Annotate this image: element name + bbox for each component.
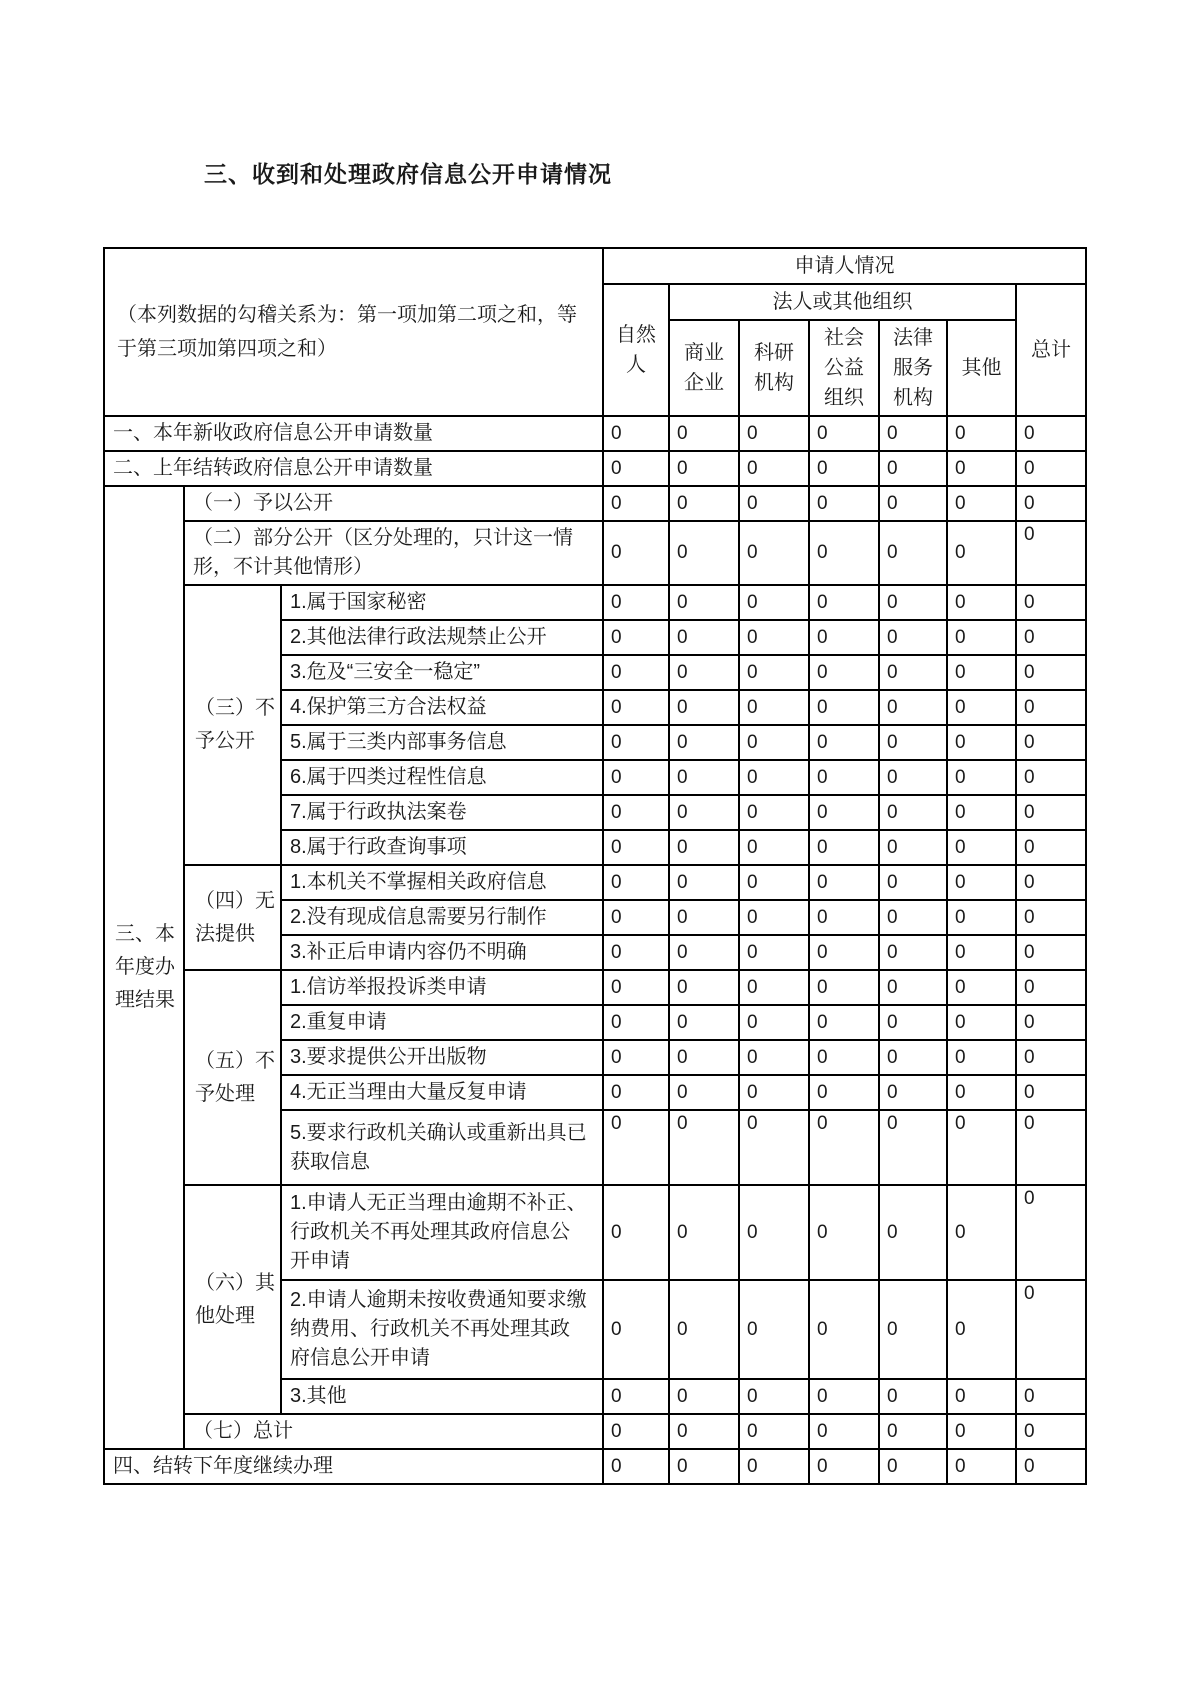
value-cell: 0 <box>739 690 809 725</box>
value-cell: 0 <box>947 486 1016 521</box>
value-cell: 0 <box>879 935 947 970</box>
row-label: 二、上年结转政府信息公开申请数量 <box>104 451 603 486</box>
value-cell: 0 <box>603 486 669 521</box>
value-cell: 0 <box>947 585 1016 620</box>
value-cell: 0 <box>809 935 879 970</box>
header-org-type-commercial: 商业企业 <box>669 320 739 416</box>
row-label: 2.没有现成信息需要另行制作 <box>281 900 603 935</box>
section-title: 三、收到和处理政府信息公开申请情况 <box>204 161 612 187</box>
value-cell: 0 <box>669 690 739 725</box>
value-cell: 0 <box>1016 620 1086 655</box>
value-cell: 0 <box>603 1110 669 1185</box>
value-cell: 0 <box>1016 970 1086 1005</box>
value-cell: 0 <box>669 1040 739 1075</box>
value-cell: 0 <box>669 1280 739 1379</box>
value-cell: 0 <box>809 900 879 935</box>
value-cell: 0 <box>879 585 947 620</box>
value-cell: 0 <box>739 1005 809 1040</box>
value-cell: 0 <box>1016 1280 1086 1379</box>
value-cell: 0 <box>739 1379 809 1414</box>
value-cell: 0 <box>947 1414 1016 1449</box>
value-cell: 0 <box>669 620 739 655</box>
value-cell: 0 <box>739 451 809 486</box>
row-label: 2.其他法律行政法规禁止公开 <box>281 620 603 655</box>
value-cell: 0 <box>809 1414 879 1449</box>
value-cell: 0 <box>879 900 947 935</box>
value-cell: 0 <box>947 970 1016 1005</box>
value-cell: 0 <box>603 451 669 486</box>
value-cell: 0 <box>1016 830 1086 865</box>
value-cell: 0 <box>603 585 669 620</box>
row-label: 2.申请人逾期未按收费通知要求缴纳费用、行政机关不再处理其政府信息公开申请 <box>281 1280 603 1379</box>
value-cell: 0 <box>669 521 739 585</box>
value-cell: 0 <box>669 416 739 451</box>
value-cell: 0 <box>1016 935 1086 970</box>
value-cell: 0 <box>879 416 947 451</box>
group-label-other-handling: （六）其他处理 <box>184 1185 281 1414</box>
value-cell: 0 <box>739 795 809 830</box>
value-cell: 0 <box>947 1280 1016 1379</box>
value-cell: 0 <box>603 521 669 585</box>
value-cell: 0 <box>809 1110 879 1185</box>
value-cell: 0 <box>947 416 1016 451</box>
value-cell: 0 <box>739 725 809 760</box>
row-label: 6.属于四类过程性信息 <box>281 760 603 795</box>
value-cell: 0 <box>603 970 669 1005</box>
row-label: 2.重复申请 <box>281 1005 603 1040</box>
value-cell: 0 <box>669 1110 739 1185</box>
value-cell: 0 <box>1016 1414 1086 1449</box>
value-cell: 0 <box>879 795 947 830</box>
value-cell: 0 <box>739 1414 809 1449</box>
value-cell: 0 <box>739 416 809 451</box>
row-label: 3.要求提供公开出版物 <box>281 1040 603 1075</box>
value-cell: 0 <box>809 865 879 900</box>
value-cell: 0 <box>879 1449 947 1484</box>
value-cell: 0 <box>809 521 879 585</box>
value-cell: 0 <box>947 620 1016 655</box>
value-cell: 0 <box>739 865 809 900</box>
group-label-not-processed: （五）不予处理 <box>184 970 281 1185</box>
value-cell: 0 <box>1016 486 1086 521</box>
value-cell: 0 <box>947 760 1016 795</box>
application-stats-table <box>103 247 1087 1485</box>
value-cell: 0 <box>669 1449 739 1484</box>
value-cell: 0 <box>739 760 809 795</box>
row-label: （一）予以公开 <box>184 486 603 521</box>
row-label: 四、结转下年度继续办理 <box>104 1449 603 1484</box>
header-legal-or-other-org: 法人或其他组织 <box>669 284 1016 320</box>
value-cell: 0 <box>603 725 669 760</box>
value-cell: 0 <box>879 620 947 655</box>
value-cell: 0 <box>669 486 739 521</box>
value-cell: 0 <box>669 1185 739 1280</box>
value-cell: 0 <box>809 1075 879 1110</box>
row-label: 3.危及“三安全一稳定” <box>281 655 603 690</box>
value-cell: 0 <box>669 795 739 830</box>
value-cell: 0 <box>669 585 739 620</box>
value-cell: 0 <box>739 1280 809 1379</box>
value-cell: 0 <box>603 690 669 725</box>
value-cell: 0 <box>739 585 809 620</box>
section3-label: 三、本年度办理结果 <box>104 486 184 1449</box>
value-cell: 0 <box>947 1005 1016 1040</box>
value-cell: 0 <box>879 1005 947 1040</box>
value-cell: 0 <box>809 1040 879 1075</box>
value-cell: 0 <box>669 830 739 865</box>
value-cell: 0 <box>879 1110 947 1185</box>
value-cell: 0 <box>879 1075 947 1110</box>
value-cell: 0 <box>669 725 739 760</box>
value-cell: 0 <box>739 1449 809 1484</box>
value-cell: 0 <box>603 1075 669 1110</box>
value-cell: 0 <box>809 690 879 725</box>
value-cell: 0 <box>739 521 809 585</box>
value-cell: 0 <box>603 655 669 690</box>
value-cell: 0 <box>809 620 879 655</box>
row-label: 1.申请人无正当理由逾期不补正、行政机关不再处理其政府信息公开申请 <box>281 1185 603 1280</box>
value-cell: 0 <box>879 970 947 1005</box>
row-label: 1.本机关不掌握相关政府信息 <box>281 865 603 900</box>
value-cell: 0 <box>1016 865 1086 900</box>
value-cell: 0 <box>809 1449 879 1484</box>
value-cell: 0 <box>947 451 1016 486</box>
value-cell: 0 <box>603 1280 669 1379</box>
value-cell: 0 <box>739 486 809 521</box>
value-cell: 0 <box>947 935 1016 970</box>
value-cell: 0 <box>947 865 1016 900</box>
value-cell: 0 <box>739 970 809 1005</box>
header-total: 总计 <box>1016 284 1086 416</box>
row-label: 5.要求行政机关确认或重新出具已获取信息 <box>281 1110 603 1185</box>
value-cell: 0 <box>809 416 879 451</box>
value-cell: 0 <box>947 655 1016 690</box>
value-cell: 0 <box>1016 655 1086 690</box>
row-label: （二）部分公开（区分处理的，只计这一情形，不计其他情形） <box>184 521 603 585</box>
value-cell: 0 <box>809 970 879 1005</box>
note-cell: （本列数据的勾稽关系为：第一项加第二项之和，等于第三项加第四项之和） <box>104 248 603 416</box>
value-cell: 0 <box>1016 1110 1086 1185</box>
value-cell: 0 <box>809 486 879 521</box>
value-cell: 0 <box>739 1110 809 1185</box>
value-cell: 0 <box>603 416 669 451</box>
header-org-type-legal-service: 法律服务机构 <box>879 320 947 416</box>
value-cell: 0 <box>739 830 809 865</box>
value-cell: 0 <box>1016 900 1086 935</box>
value-cell: 0 <box>879 865 947 900</box>
value-cell: 0 <box>1016 1379 1086 1414</box>
value-cell: 0 <box>947 1110 1016 1185</box>
value-cell: 0 <box>603 900 669 935</box>
value-cell: 0 <box>809 1185 879 1280</box>
value-cell: 0 <box>879 521 947 585</box>
value-cell: 0 <box>879 1185 947 1280</box>
value-cell: 0 <box>603 1005 669 1040</box>
value-cell: 0 <box>879 1040 947 1075</box>
group-label-unable-to-provide: （四）无法提供 <box>184 865 281 970</box>
value-cell: 0 <box>603 1414 669 1449</box>
value-cell: 0 <box>1016 1449 1086 1484</box>
value-cell: 0 <box>669 935 739 970</box>
value-cell: 0 <box>669 1075 739 1110</box>
group-label-not-disclosed: （三）不予公开 <box>184 585 281 865</box>
value-cell: 0 <box>1016 795 1086 830</box>
header-applicant-status: 申请人情况 <box>603 248 1086 284</box>
value-cell: 0 <box>879 1280 947 1379</box>
value-cell: 0 <box>947 900 1016 935</box>
value-cell: 0 <box>947 795 1016 830</box>
value-cell: 0 <box>1016 690 1086 725</box>
row-label: 8.属于行政查询事项 <box>281 830 603 865</box>
value-cell: 0 <box>809 585 879 620</box>
value-cell: 0 <box>603 620 669 655</box>
value-cell: 0 <box>739 620 809 655</box>
value-cell: 0 <box>669 900 739 935</box>
value-cell: 0 <box>669 1414 739 1449</box>
row-label: 5.属于三类内部事务信息 <box>281 725 603 760</box>
value-cell: 0 <box>947 1449 1016 1484</box>
value-cell: 0 <box>1016 725 1086 760</box>
row-label: 4.保护第三方合法权益 <box>281 690 603 725</box>
value-cell: 0 <box>809 830 879 865</box>
value-cell: 0 <box>879 690 947 725</box>
value-cell: 0 <box>809 655 879 690</box>
value-cell: 0 <box>1016 416 1086 451</box>
value-cell: 0 <box>1016 521 1086 585</box>
value-cell: 0 <box>809 760 879 795</box>
row-label: 1.属于国家秘密 <box>281 585 603 620</box>
value-cell: 0 <box>947 1075 1016 1110</box>
value-cell: 0 <box>669 451 739 486</box>
value-cell: 0 <box>879 830 947 865</box>
row-label: 7.属于行政执法案卷 <box>281 795 603 830</box>
value-cell: 0 <box>947 830 1016 865</box>
value-cell: 0 <box>947 1185 1016 1280</box>
value-cell: 0 <box>1016 1040 1086 1075</box>
header-org-type-social-welfare: 社会公益组织 <box>809 320 879 416</box>
value-cell: 0 <box>669 655 739 690</box>
value-cell: 0 <box>603 865 669 900</box>
row-label: 1.信访举报投诉类申请 <box>281 970 603 1005</box>
row-label: 4.无正当理由大量反复申请 <box>281 1075 603 1110</box>
value-cell: 0 <box>1016 760 1086 795</box>
value-cell: 0 <box>879 1379 947 1414</box>
value-cell: 0 <box>809 1379 879 1414</box>
value-cell: 0 <box>669 970 739 1005</box>
value-cell: 0 <box>603 830 669 865</box>
header-org-type-other: 其他 <box>947 320 1016 416</box>
value-cell: 0 <box>669 865 739 900</box>
value-cell: 0 <box>809 451 879 486</box>
value-cell: 0 <box>1016 1185 1086 1280</box>
value-cell: 0 <box>739 1040 809 1075</box>
value-cell: 0 <box>1016 1075 1086 1110</box>
value-cell: 0 <box>603 1185 669 1280</box>
value-cell: 0 <box>739 935 809 970</box>
value-cell: 0 <box>669 1005 739 1040</box>
value-cell: 0 <box>879 725 947 760</box>
value-cell: 0 <box>603 1040 669 1075</box>
value-cell: 0 <box>603 935 669 970</box>
value-cell: 0 <box>809 795 879 830</box>
row-label: （七）总计 <box>184 1414 603 1449</box>
value-cell: 0 <box>879 760 947 795</box>
value-cell: 0 <box>603 1449 669 1484</box>
value-cell: 0 <box>739 900 809 935</box>
value-cell: 0 <box>947 690 1016 725</box>
value-cell: 0 <box>809 725 879 760</box>
value-cell: 0 <box>947 1379 1016 1414</box>
value-cell: 0 <box>879 655 947 690</box>
value-cell: 0 <box>739 1185 809 1280</box>
value-cell: 0 <box>947 521 1016 585</box>
value-cell: 0 <box>603 795 669 830</box>
header-org-type-research: 科研机构 <box>739 320 809 416</box>
value-cell: 0 <box>603 760 669 795</box>
value-cell: 0 <box>739 1075 809 1110</box>
value-cell: 0 <box>1016 451 1086 486</box>
value-cell: 0 <box>879 486 947 521</box>
value-cell: 0 <box>669 1379 739 1414</box>
value-cell: 0 <box>809 1005 879 1040</box>
value-cell: 0 <box>947 725 1016 760</box>
value-cell: 0 <box>879 1414 947 1449</box>
value-cell: 0 <box>739 655 809 690</box>
value-cell: 0 <box>1016 1005 1086 1040</box>
row-label: 一、本年新收政府信息公开申请数量 <box>104 416 603 451</box>
value-cell: 0 <box>669 760 739 795</box>
value-cell: 0 <box>879 451 947 486</box>
row-label: 3.补正后申请内容仍不明确 <box>281 935 603 970</box>
value-cell: 0 <box>947 1040 1016 1075</box>
value-cell: 0 <box>603 1379 669 1414</box>
row-label: 3.其他 <box>281 1379 603 1414</box>
header-natural-person: 自然人 <box>603 284 669 416</box>
value-cell: 0 <box>1016 585 1086 620</box>
value-cell: 0 <box>809 1280 879 1379</box>
